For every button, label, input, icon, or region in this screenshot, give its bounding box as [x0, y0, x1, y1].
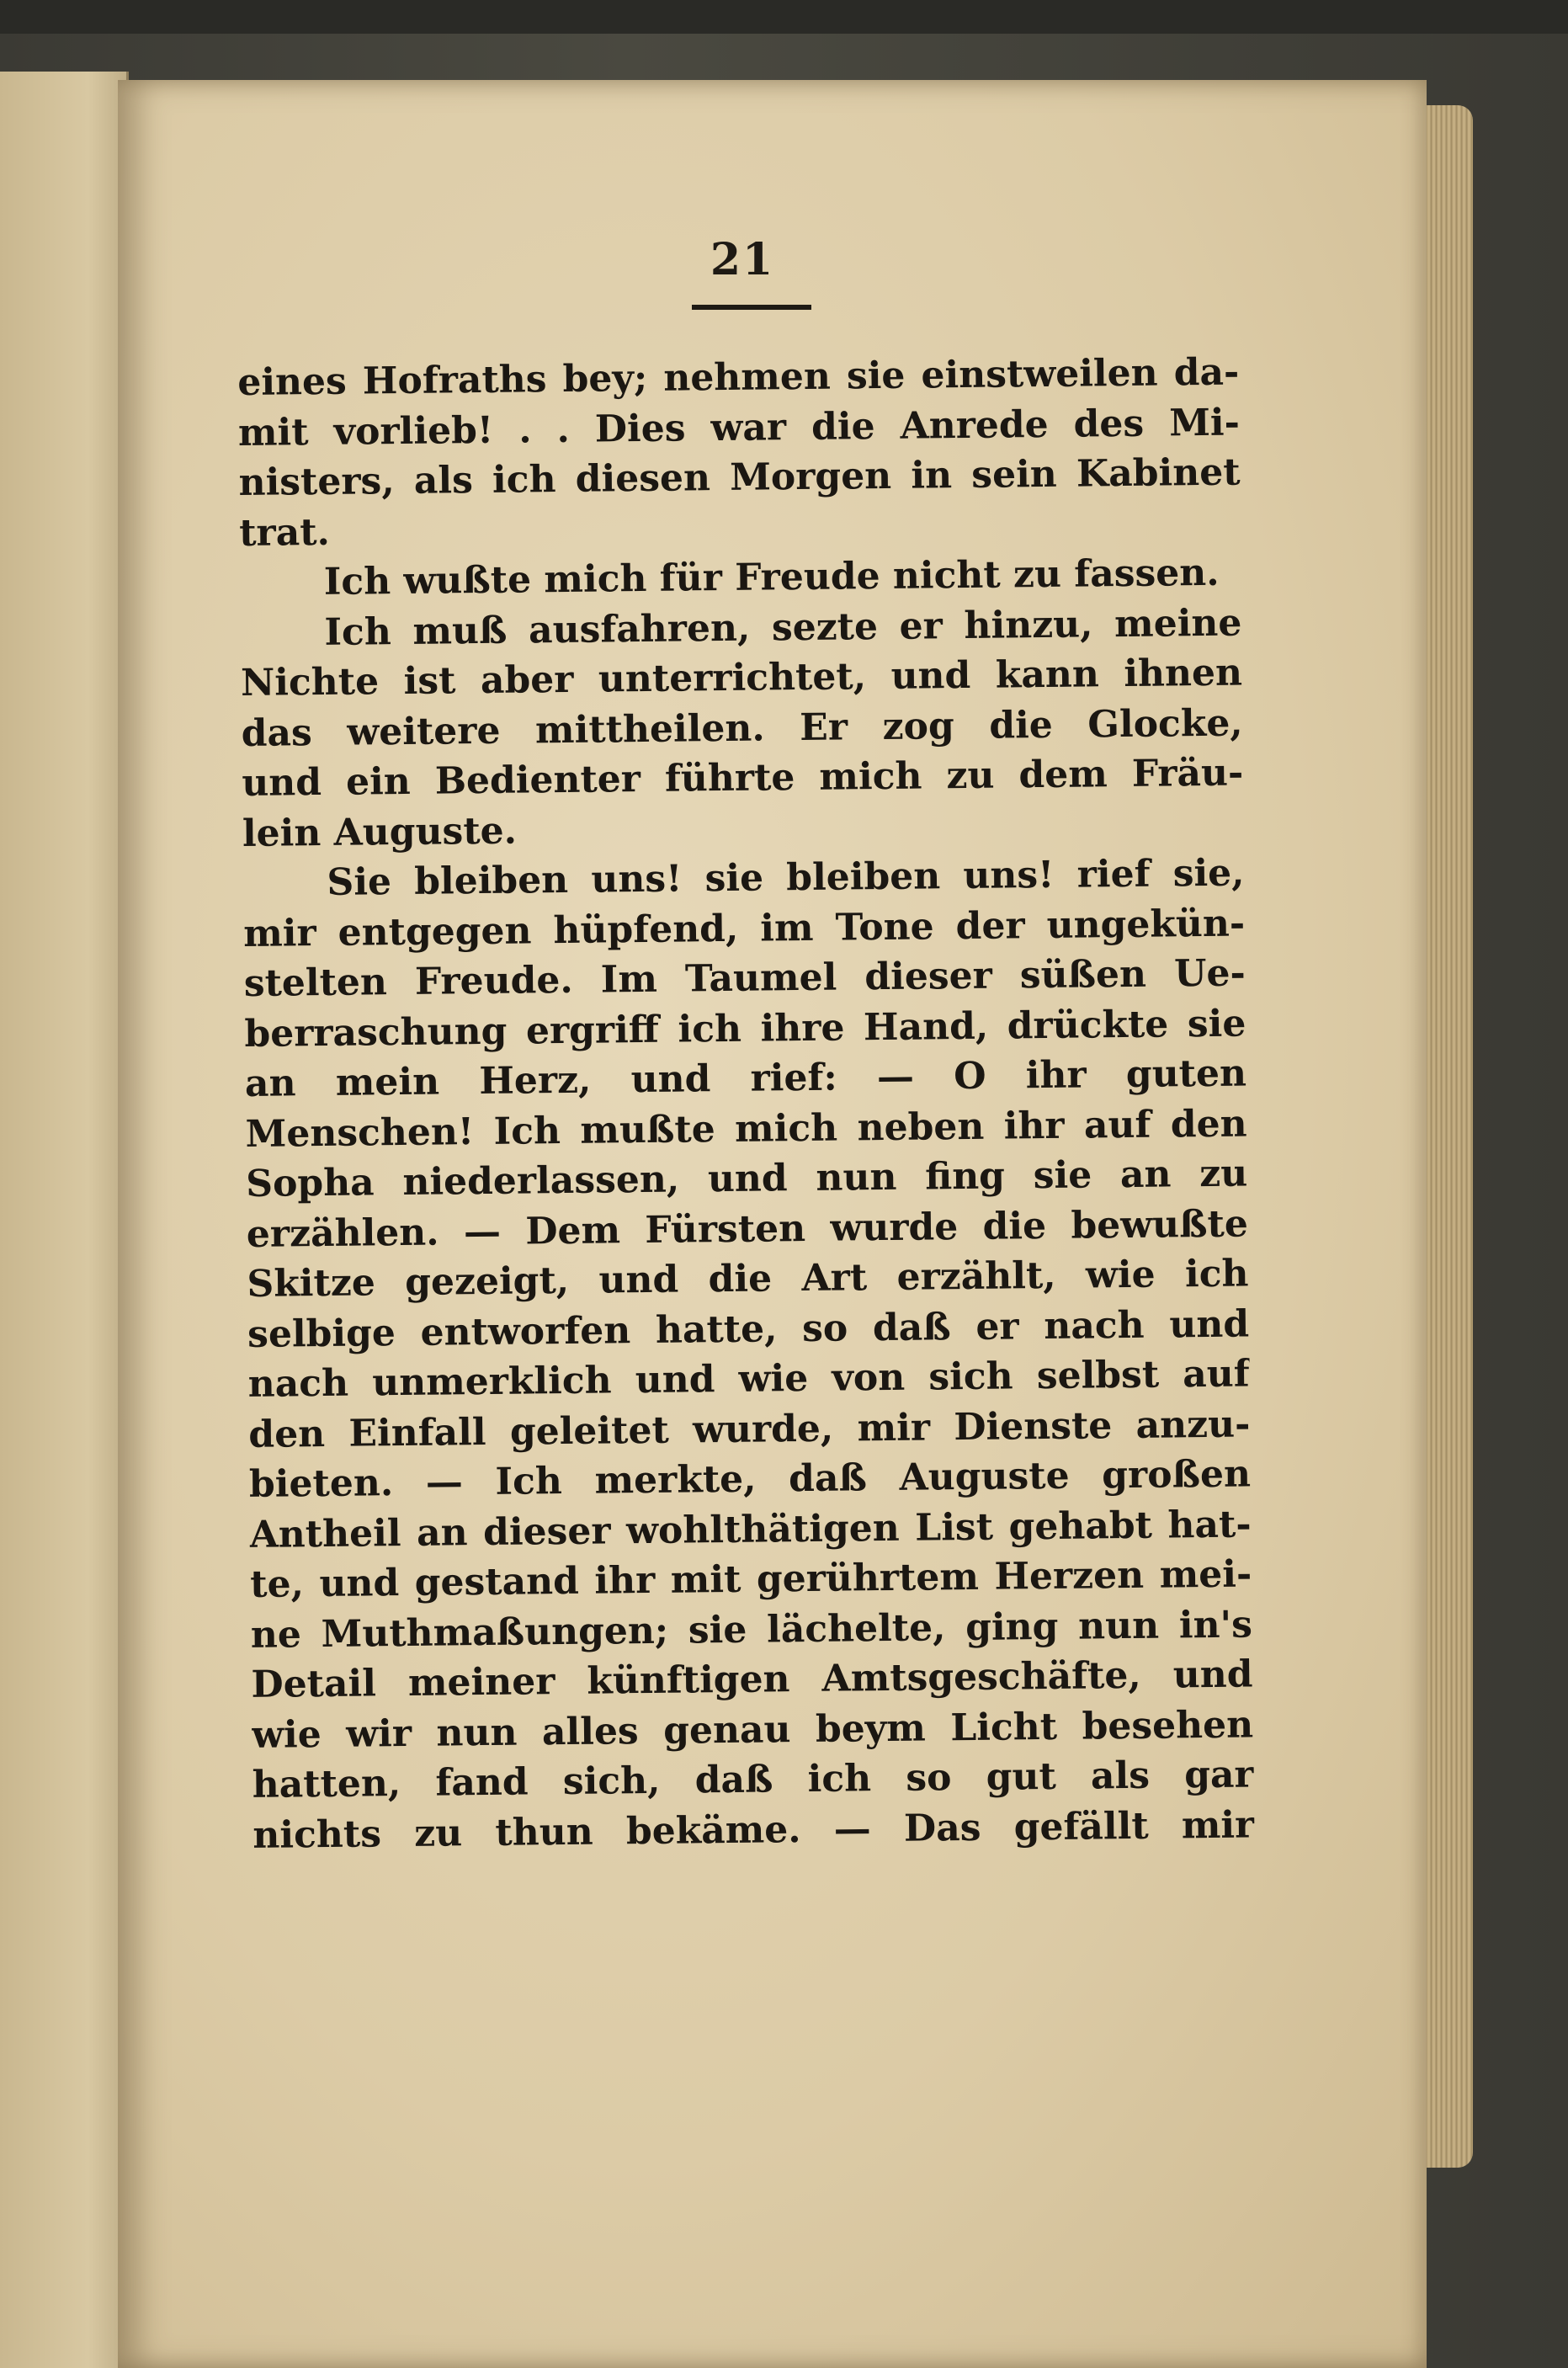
- text-line: das weitere mittheilen. Er zog die Glocke,: [241, 701, 1243, 755]
- text-line: den Einfall geleitet wurde, mir Dienste anzu-: [248, 1402, 1251, 1456]
- text-line: mit vorlieb! . . Dies war die Anrede des Mi-: [237, 401, 1241, 455]
- text-line: selbige entworfen hatte, so daß er nach und: [247, 1301, 1250, 1356]
- text-line: berraschung ergriff ich ihre Hand, drückte sie: [244, 1001, 1246, 1056]
- text-line: trat.: [238, 510, 331, 555]
- text-line: te, und gestand ihr mit gerührtem Herzen mei-: [249, 1552, 1252, 1606]
- text-line: Ich muß ausfahren, sezte er hinzu, meine: [324, 601, 1242, 654]
- text-line: Menschen! Ich mußte mich neben ihr auf den: [245, 1101, 1247, 1156]
- text-line: Sopha niederlassen, und nun fing sie an zu: [246, 1152, 1248, 1205]
- text-line: hatten, fand sich, daß ich so gut als gar: [252, 1753, 1254, 1807]
- text-line: Skitze gezeigt, und die Art erzählt, wie ich: [247, 1252, 1249, 1306]
- text-line: Ich wußte mich für Freude nicht zu fassen.: [323, 551, 1220, 604]
- page-number: 21: [710, 234, 775, 285]
- text-line: nach unmerklich und wie von sich selbst auf: [247, 1352, 1250, 1406]
- text-line: mir entgegen hüpfend, im Tone der ungekün-: [242, 902, 1246, 955]
- text-line: bieten. — Ich merkte, daß Auguste großen: [248, 1452, 1252, 1506]
- text-line: ne Muthmaßungen; sie lächelte, ging nun in's: [250, 1602, 1253, 1657]
- left-page-edge: [0, 72, 129, 2368]
- text-line: und ein Bedienter führte mich zu dem Fräu-: [242, 751, 1244, 805]
- text-line: stelten Freude. Im Taumel dieser süßen Ue-: [243, 951, 1246, 1005]
- text-line: nisters, als ich diesen Morgen in sein Kabinet: [238, 450, 1241, 504]
- text-line: wie wir nun alles genau beym Licht besehen: [251, 1702, 1254, 1757]
- text-line: erzählen. — Dem Fürsten wurde die bewußte: [246, 1201, 1249, 1256]
- text-line: an mein Herz, und rief: — O ihr guten: [244, 1051, 1247, 1105]
- page-number-rule: [692, 305, 811, 310]
- text-line: lein Auguste.: [242, 809, 518, 855]
- text-line: nichts zu thun bekäme. — Das gefällt mir: [252, 1802, 1255, 1857]
- text-line: Nichte ist aber unterrichtet, und kann ihnen: [240, 651, 1243, 705]
- text-line: eines Hofraths bey; nehmen sie einstweilen da-: [237, 350, 1240, 404]
- text-line: Antheil an dieser wohlthätigen List gehabt hat-: [249, 1502, 1252, 1556]
- body-text: [237, 348, 1255, 1860]
- text-line: Detail meiner künftigen Amtsgeschäfte, und: [251, 1652, 1253, 1706]
- text-line: Sie bleiben uns! sie bleiben uns! rief sie,: [327, 851, 1245, 904]
